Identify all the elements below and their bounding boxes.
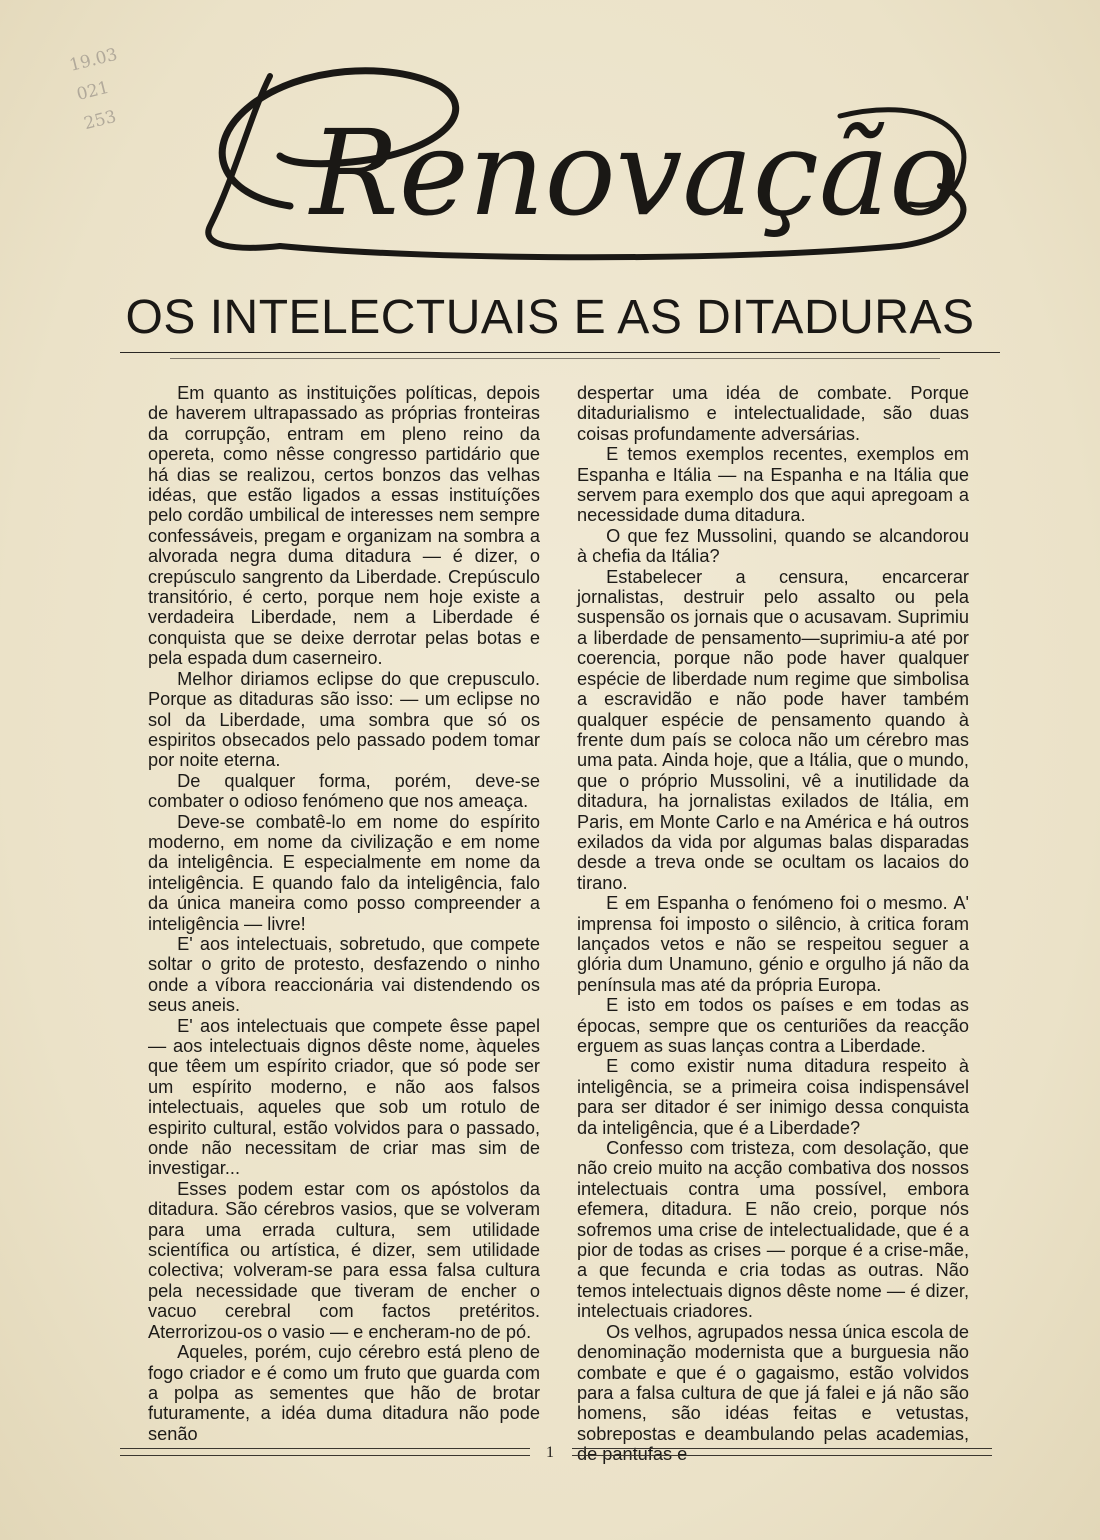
paragraph: Melhor diriamos eclipse do que crepusculo. Porque as ditaduras são isso: — um eclipse no sol da Liberdade, uma sombra que só os espiritos obsecados pelo passado podem tomar por noite eterna. xyxy=(148,668,540,771)
paragraph: De qualquer forma, porém, deve-se combater o odioso fenómeno que nos ameaça. xyxy=(148,770,540,812)
page-number: 1 xyxy=(546,1444,554,1461)
paragraph: despertar uma idéa de combate. Porque ditadurialismo e intelectualidade, são duas coisas profundamente adversárias. xyxy=(577,383,969,444)
paragraph: Confesso com tristeza, com desolação, que não creio muito na acção combativa dos nossos intelectuais contra uma possível, embora efemera, ditadura. E não creio, porque nós sofremos uma crise de intelectualidade, que é a pior de todas as crises — porque é a crise-mãe, a que fecunda e cria todas as outras. Não temos intelectuais dignos dêste nome — é dizer, intelectuais criadores. xyxy=(577,1138,969,1322)
paragraph: Deve-se combatê-lo em nome do espírito moderno, em nome da civilização e em nome da inteligência. E especialmente em nome da inteligência. E quando falo da inteligência, falo da única maneira como posso compreender a inteligência — livre! xyxy=(148,811,540,934)
paragraph: O que fez Mussolini, quando se alcandorou à chefia da Itália? xyxy=(577,525,969,567)
paragraph: E temos exemplos recentes, exemplos em Espanha e Itália — na Espanha e na Itália que servem para exemplo dos que aqui apregoam a necessidade duma ditadura. xyxy=(577,444,969,526)
pencil-note: 19.03 xyxy=(67,44,120,76)
article-column-left xyxy=(148,383,540,1444)
paragraph: E isto em todos os países e em todas as épocas, sempre que os centuriões da reacção erguem as suas lanças contra a Liberdade. xyxy=(577,995,969,1056)
paragraph: E como existir numa ditadura respeito à inteligência, se a primeira coisa indispensável para ser ditador é ser inimigo dessa conquista da inteligência, que é a Liberdade? xyxy=(577,1056,969,1138)
masthead-text: Renovação xyxy=(310,104,961,242)
footer-rule-left xyxy=(120,1448,530,1456)
footer-rule-right xyxy=(572,1448,992,1456)
paragraph: Esses podem estar com os apóstolos da ditadura. São cérebros vasios, que se volveram para uma errada cultura, sem utilidade scientífica ou artística, é dizer, sem utilidade colectiva; volveram-se para essa falsa cultura pela necessidade que tiveram de encher o vacuo cerebral com factos pretéritos. Aterrorizou-os o vasio — e encheram-no de pó. xyxy=(148,1178,540,1342)
article-column-right xyxy=(577,383,969,1465)
masthead-logo xyxy=(140,36,1000,286)
pencil-note: 021 xyxy=(74,77,112,105)
paragraph: Estabelecer a censura, encarcerar jornalistas, destruir pelo assalto ou pela suspensão os jornais que o acusavam. Suprimiu a liberdade de pensamento—suprimiu-a até por coerencia, porque não pode haver qualquer espécie de liberdade num regime que simbolisa a escravidão e não pode haver também qualquer espécie de pensamento quando à frente dum país se coloca não um cérebro mas uma pata. Ainda hoje, que a Itália, que o mundo, que o próprio Mussolini, vê a inutilidade da ditadura, ha jornalistas exilados de Itália, em Paris, em Monte Carlo e na América e há outros exilados da vida por algumas balas disparadas desde a treva onde se ocultam os lacaios do tirano. xyxy=(577,566,969,893)
paragraph: E' aos intelectuais que compete êsse papel — aos intelectuais dignos dêste nome, àqueles que têem um espírito criador, que só pode ser um espírito moderno, e não aos falsos intelectuais, aqueles que sob um rotulo de espirito cultural, estão volvidos para o passado, onde não necessitam de criar mas sim de investigar... xyxy=(148,1015,540,1179)
article-headline: OS INTELECTUAIS E AS DITADURAS xyxy=(125,291,975,344)
paragraph: Em quanto as instituições políticas, depois de haverem ultrapassado as próprias fronteiras da corrupção, entram em pleno reino da opereta, como nêsse congresso partidário que há dias se realizou, certos bonzos das velhas idéas, que estão ligados a essas instituíções pelo cordão umbilical de interesses nem sempre confessáveis, pregam e organizam na sombra a alvorada negra duma ditadura — é dizer, o crepúsculo sangrento da Liberdade. Crepúsculo transitório, é certo, porque nem hoje existe a verdadeira Liberdade, nem a Liberdade é conquista que se deixe derrotar pelas botas e pela espada dum caserneiro. xyxy=(148,383,540,669)
headline-subrule xyxy=(170,358,940,359)
headline-rule xyxy=(120,352,1000,353)
masthead-script xyxy=(140,36,1000,286)
paragraph: Os velhos, agrupados nessa única escola de denominação modernista que a burguesia não combate e que é o gagaismo, estão volvidos para a falsa cultura de que já falei e já não são homens, são idéas feitas e vetustas, sobrepostas e deambulando pelas academias, de pantufas e xyxy=(577,1321,969,1465)
paragraph: E' aos intelectuais, sobretudo, que compete soltar o grito de protesto, desfazendo o ninho onde a víbora reaccionária vai distendendo os seus aneis. xyxy=(148,933,540,1016)
paragraph: Aqueles, porém, cujo cérebro está pleno de fogo criador e é como um fruto que guarda com a polpa as sementes que hão de brotar futuramente, a idéa duma ditadura não pode senão xyxy=(148,1342,540,1444)
pencil-note: 253 xyxy=(81,106,119,135)
paragraph: E em Espanha o fenómeno foi o mesmo. A' imprensa foi imposto o silêncio, à critica foram lançados vetos e não se respeitou seguer a glória dum Unamuno, génio e orgulho já não da península mas até da própria Europa. xyxy=(577,893,969,995)
